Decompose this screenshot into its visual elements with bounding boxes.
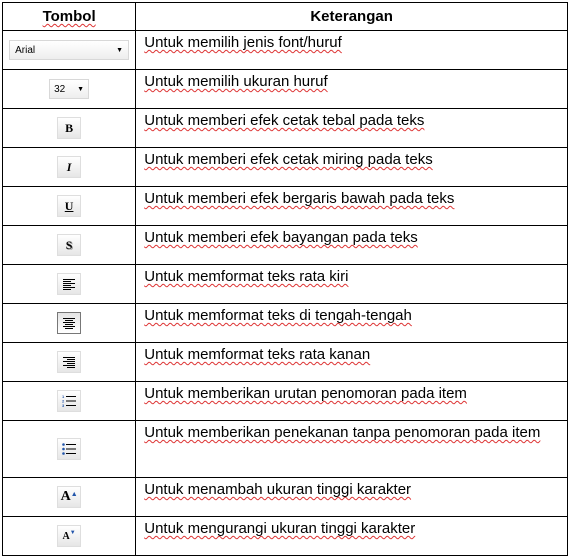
shadow-icon: S [65,237,73,252]
chevron-down-icon: ▼ [116,46,124,54]
underline-icon: U [64,198,74,213]
decrease-font-size-icon: A [62,530,70,542]
svg-text:2: 2 [62,398,65,404]
font-size-select[interactable] [49,79,89,99]
align-left-button[interactable] [57,273,81,295]
description-cell: Untuk memilih jenis font/huruf [136,31,568,70]
description-cell: Untuk memberi efek bayangan pada teks [136,226,568,265]
numbered-list-button[interactable] [57,390,81,412]
button-cell [3,265,136,304]
align-center-icon [63,318,75,329]
button-cell [3,304,136,343]
italic-icon: I [66,159,72,174]
button-cell [3,31,136,70]
table-row [3,70,568,109]
table-row [3,304,568,343]
button-cell [3,226,136,265]
button-cell [3,478,136,517]
button-cell [3,517,136,556]
description-cell: Untuk memberikan penekanan tanpa penomoran pada item [136,421,568,478]
svg-text:1: 1 [62,394,65,400]
table-header-row [3,3,568,31]
button-cell [3,109,136,148]
button-cell [3,343,136,382]
arrow-down-icon: ▼ [69,530,76,536]
bold-icon: B [65,120,74,135]
table-row [3,265,568,304]
table-row [3,31,568,70]
table-row [3,382,568,421]
button-cell [3,70,136,109]
align-right-icon [63,357,75,368]
button-cell [3,187,136,226]
increase-font-size-button[interactable] [57,486,81,508]
arrow-up-icon: ▲ [70,490,78,498]
toolbar-buttons-table [2,2,568,556]
underline-button[interactable] [57,195,81,217]
description-cell: Untuk memilih ukuran huruf [136,70,568,109]
align-left-icon [63,279,75,290]
button-cell [3,421,136,478]
numbered-list-icon [62,394,76,407]
table-row [3,109,568,148]
shadow-button[interactable] [57,234,81,256]
font-size-value: 32 [54,83,66,95]
align-center-button[interactable] [57,312,81,334]
description-cell: Untuk memberikan urutan penomoran pada item [136,382,568,421]
table-row [3,421,568,478]
bulleted-list-button[interactable] [57,438,81,460]
description-cell: Untuk memformat teks rata kanan [136,343,568,382]
table-row [3,478,568,517]
svg-text:3: 3 [62,403,65,408]
button-cell [3,382,136,421]
description-cell: Untuk memformat teks rata kiri [136,265,568,304]
table-row [3,517,568,556]
description-cell: Untuk memberi efek cetak tebal pada teks [136,109,568,148]
table-row [3,148,568,187]
description-cell: Untuk memberi efek bergaris bawah pada teks [136,187,568,226]
bold-button[interactable] [57,117,81,139]
italic-button[interactable] [57,156,81,178]
align-right-button[interactable] [57,351,81,373]
description-cell: Untuk memformat teks di tengah-tengah [136,304,568,343]
font-family-select[interactable] [9,40,129,60]
table-row [3,226,568,265]
button-cell [3,148,136,187]
description-cell: Untuk menambah ukuran tinggi karakter [136,478,568,517]
font-family-value: Arial [15,44,36,56]
chevron-down-icon: ▼ [77,85,85,93]
column-header-tombol: Tombol [3,3,136,31]
column-header-keterangan: Keterangan [136,3,568,31]
decrease-font-size-button[interactable] [57,525,81,547]
bulleted-list-icon [62,442,76,455]
table-row [3,187,568,226]
increase-font-size-icon: A [60,489,71,504]
description-cell: Untuk memberi efek cetak miring pada teks [136,148,568,187]
table-row [3,343,568,382]
description-cell: Untuk mengurangi ukuran tinggi karakter [136,517,568,556]
